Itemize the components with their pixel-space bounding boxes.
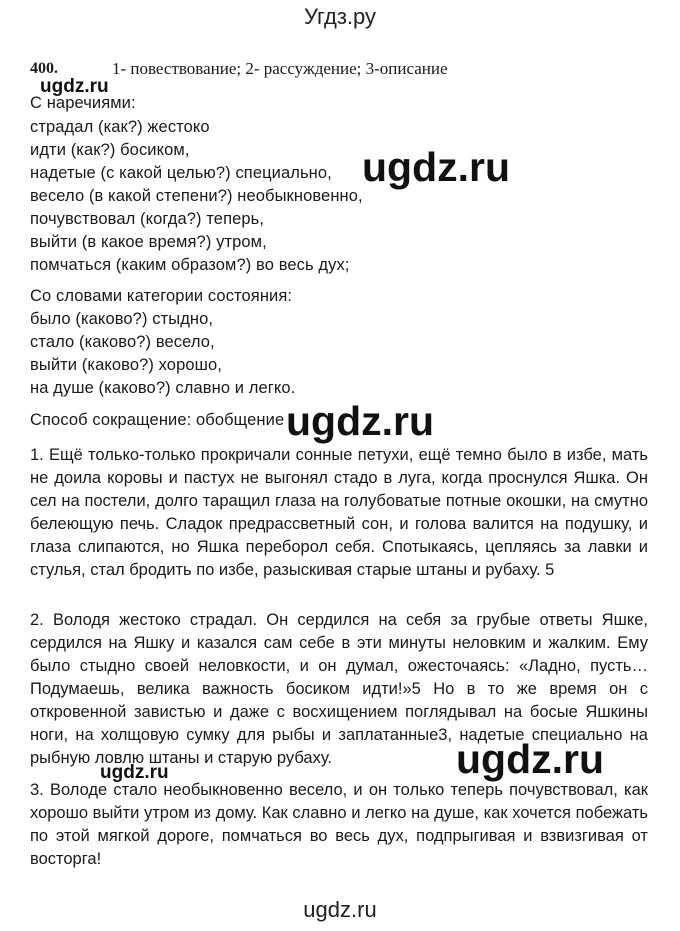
watermark-large: ugdz.ru — [362, 144, 511, 190]
adverbs-heading: С наречиями: — [30, 94, 136, 112]
state-word-line: было (каково?) стыдно, — [30, 310, 214, 328]
site-header: Угдз.ру — [303, 4, 377, 29]
state-word-line: выйти (каково?) хорошо, — [30, 356, 222, 374]
footer-watermark: ugdz.ru — [303, 897, 377, 922]
adverb-line: выйти (в какое время?) утром, — [30, 233, 267, 251]
state-words-heading: Со словами категории состояния: — [30, 287, 293, 305]
adverb-line: весело (в какой степени?) необыкновенно, — [30, 187, 363, 205]
adverb-line: идти (как?) босиком, — [30, 141, 190, 159]
paragraph-1: 1. Ещё только-только прокричали сонные петухи, ещё темно было в избе, мать не доила коровы и пастух не выгонял стадо в луга, когда проснулся Яшка. Он сел на постели, долго таращил глаза на голубоватые потные окошки, на смутно белеющую печь. Сладок предрассветный сон, и голова валится на подушку, и глаза слипаются, но Яшка переборол себя. Спотыкаясь, цепляясь за лавки и стулья, стал бродить по избе, разыскивая старые штаны и рубаху. 5 — [30, 446, 648, 579]
reduction-method: Способ сокращение: обобщение — [30, 411, 285, 429]
paragraph-3: 3. Володе стало необыкновенно весело, и он только теперь почувствовал, как хорошо выйти утром из дому. Как славно и легко на душе, как хочется побежать по этой мягкой дороге, помчаться во весь дух, подпрыгивая и взвизгивая от восторга! — [30, 781, 648, 868]
adverb-line: страдал (как?) жестоко — [30, 118, 210, 136]
adverb-line: помчаться (каким образом?) во весь дух; — [30, 256, 350, 274]
watermark-small: ugdz.ru — [100, 762, 169, 783]
state-word-line: на душе (каково?) славно и легко. — [30, 379, 296, 397]
task-number: 400. — [30, 60, 58, 77]
adverb-line: надетые (с какой целью?) специально, — [30, 164, 332, 182]
paragraph-2: 2. Володя жестоко страдал. Он сердился на себя за грубые ответы Яшке, сердился на Яшку и казался сам себе в эти минуты неловким и жалким. Ему было стыдно своей неловкости, и он думал, ожесточаясь: «Ладно, пусть… Подумаешь, велика важность босиком идти!»5 Но в то же время он с откровенной завистью и даже с восхищением поглядывал на босые Яшкины ноги, на холщовую сумку для рыбы и заплатанные3, надетые специально на рыбную ловлю штаны и старую рубаху. — [30, 611, 648, 767]
text-types: 1- повествование; 2- рассуждение; 3-описание — [112, 59, 448, 78]
watermark-large: ugdz.ru — [286, 398, 435, 444]
state-word-line: стало (каково?) весело, — [30, 333, 215, 351]
adverb-line: почувствовал (когда?) теперь, — [30, 210, 265, 228]
watermark-large: ugdz.ru — [456, 736, 605, 782]
watermark-small: ugdz.ru — [40, 76, 109, 97]
